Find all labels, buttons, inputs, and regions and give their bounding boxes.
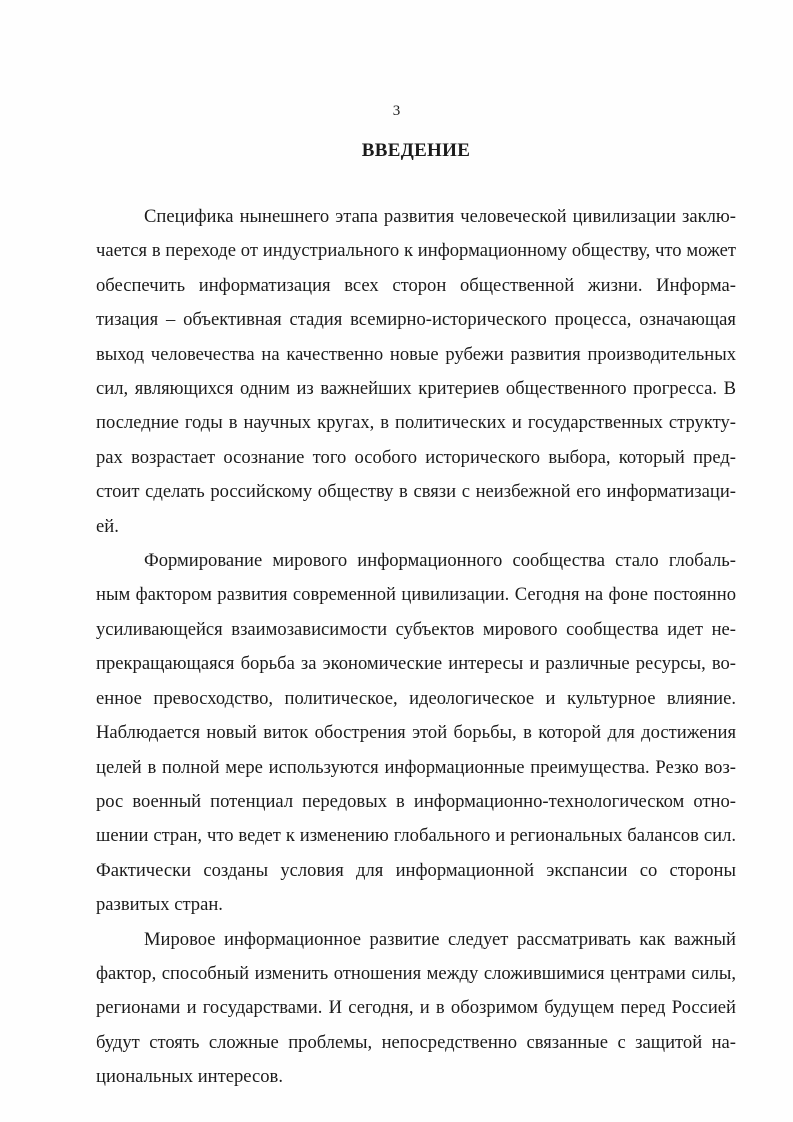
body-text bbox=[96, 200, 736, 1095]
paragraph: Мировое информационное развитие следует рассматривать как важный фактор, способный изменить отношения между сложившимися центрами силы, регионами и государствами. И сегодня, и в обозримом будущем перед Россией будут стоять сложные проблемы, непосредственно связанные с защитой национальных интересов. bbox=[96, 928, 736, 1088]
paragraph: Специфика нынешнего этапа развития человеческой цивилизации заключается в переходе от индустриального к информационному обществу, что может обеспечить информатизация всех сторон общественной жизни. Информатизация – объективная стадия всемирно-исторического процесса, означающая выход человечества на качественно новые рубежи развития производительных сил, являющихся одним из важнейших критериев общественного прогресса. В последние годы в научных кругах, в политических и государственных структурах возрастает осознание того особого исторического выбора, который предстоит сделать российскому обществу в связи с неизбежной его информатизацией. bbox=[96, 206, 736, 537]
page-title: ВВЕДЕНИЕ bbox=[361, 140, 471, 161]
paragraph: Формирование мирового информационного сообщества стало глобальным фактором развития современной цивилизации. Сегодня на фоне постоянно усиливающейся взаимозависимости субъектов мирового сообщества идет непрекращающаяся борьба за экономические интересы и различные ресурсы, военное превосходство, политическое, идеологическое и культурное влияние. Наблюдается новый виток обострения этой борьбы, в которой для достижения целей в полной мере используются информационные преимущества. Резко возрос военный потенциал передовых в информационно-технологическом отношении стран, что ведет к изменению глобального и региональных балансов сил. Фактически созданы условия для информационной экспансии со стороны развитых стран. bbox=[96, 550, 736, 916]
page-number: 3 bbox=[392, 103, 401, 119]
